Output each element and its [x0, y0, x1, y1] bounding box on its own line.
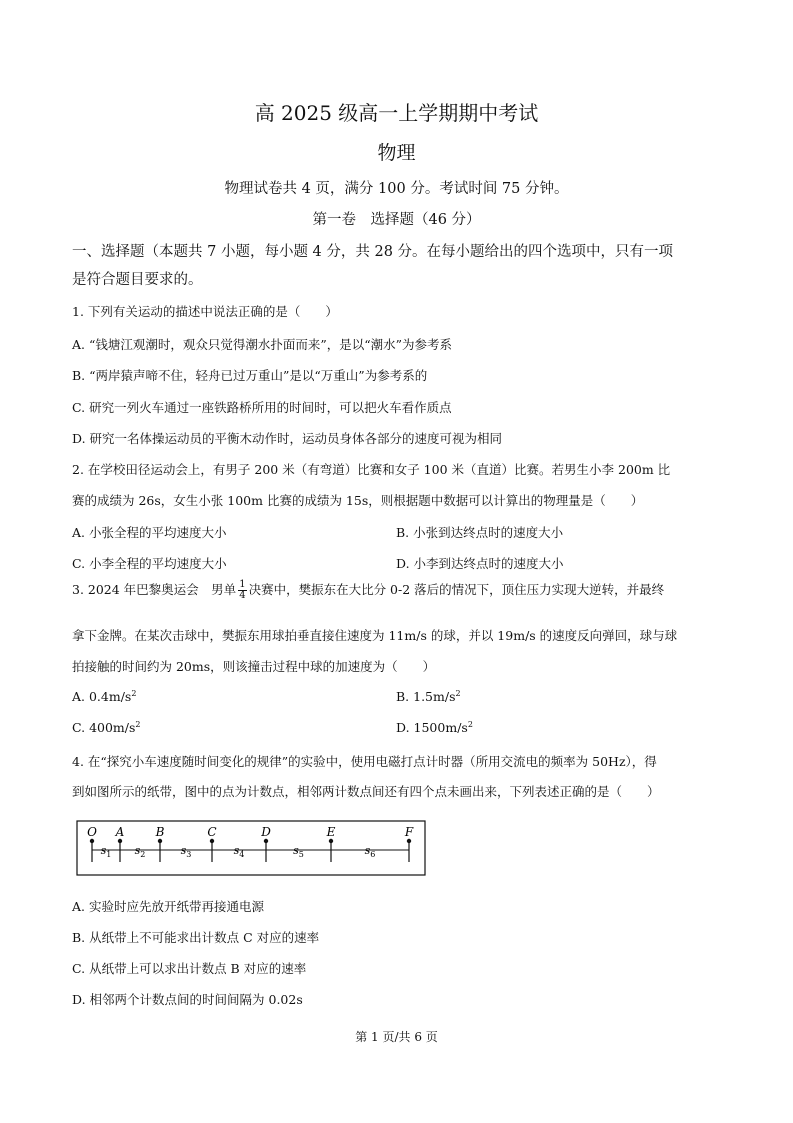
page-number: 第 1 页/共 6 页	[355, 1030, 438, 1044]
q3-fraction	[238, 580, 246, 601]
tape-segment-label-s6: $s_6$	[364, 844, 376, 859]
q3-option-a-exponent: 2	[131, 689, 137, 698]
q3-stem-line1-start: 3. 2024 年巴黎奥运会 男单	[72, 582, 237, 597]
subject-title: 物理	[377, 142, 416, 164]
q3-option-a	[72, 689, 136, 704]
q2-stem-line2: 赛的成绩为 26s，女生小张 100m 比赛的成绩为 15s，则根据题中数据可以计算出的物理量是（ ）	[72, 493, 644, 508]
q4-option-d: D. 相邻两个计数点间的时间间隔为 0.02s	[72, 992, 303, 1007]
q3-option-d-text: D. 1500m/s	[396, 720, 468, 736]
part1-instruction-line1: 一、选择题（本题共 7 小题，每小题 4 分，共 28 分。在每小题给出的四个选项中，只有一项	[72, 244, 674, 260]
q3-option-d	[396, 720, 473, 735]
q2-option-b: B. 小张到达终点时的速度大小	[396, 525, 564, 540]
part1-instruction-line2: 是符合题目要求的。	[72, 272, 203, 288]
q4-option-b: B. 从纸带上不可能求出计数点 C 对应的速率	[72, 930, 320, 945]
q3-option-a-text: A. 0.4m/s	[72, 689, 132, 705]
exam-info: 物理试卷共 4 页，满分 100 分。考试时间 75 分钟。	[224, 181, 569, 197]
tape-point-label-O: O	[87, 825, 97, 839]
tape-point-label-F: F	[404, 825, 414, 839]
q3-option-c-exponent: 2	[135, 720, 141, 729]
tape-segment-label-s2: $s_2$	[134, 844, 146, 859]
q1-option-d: D. 研究一名体操运动员的平衡木动作时，运动员身体各部分的速度可视为相同	[72, 431, 503, 446]
tape-point-C	[210, 839, 214, 843]
tape-point-E	[329, 839, 333, 843]
exam-title: 高 2025 级高一上学期期中考试	[254, 101, 539, 125]
q1-option-b: B. “两岸猿声啼不住，轻舟已过万重山”是以“万重山”为参考系的	[72, 368, 428, 383]
q4-option-a: A. 实验时应先放开纸带再接通电源	[72, 899, 264, 914]
q2-option-d: D. 小李到达终点时的速度大小	[396, 556, 564, 571]
section-title: 第一卷 选择题（46 分）	[312, 212, 481, 228]
tape-segment-label-s1: $s_1$	[100, 844, 112, 859]
q2-option-c: C. 小李全程的平均速度大小	[72, 556, 227, 571]
q4-stem-line1: 4. 在“探究小车速度随时间变化的规律”的实验中，使用电磁打点计时器（所用交流电的频率为 50Hz），得	[72, 754, 657, 769]
q4-option-c: C. 从纸带上可以求出计数点 B 对应的速率	[72, 961, 307, 976]
q3-stem-line1-end: 决赛中，樊振东在大比分 0-2 落后的情况下，顶住压力实现大逆转，并最终	[248, 582, 665, 597]
q1-option-c: C. 研究一列火车通过一座铁路桥所用的时间时，可以把火车看作质点	[72, 400, 452, 415]
q3-stem-line3: 拍接触的时间约为 20ms，则该撞击过程中球的加速度为（ ）	[72, 659, 436, 674]
q3-fraction-numerator: 1	[239, 579, 246, 590]
paper-tape-diagram	[76, 820, 426, 876]
q3-stem-line1	[72, 580, 664, 601]
paper-tape-frame	[77, 821, 425, 875]
tape-point-D	[264, 839, 268, 843]
q3-option-b	[396, 689, 461, 704]
q3-option-d-exponent: 2	[467, 720, 473, 729]
tape-point-label-B: B	[155, 825, 165, 839]
q4-stem-line2: 到如图所示的纸带，图中的点为计数点，相邻两计数点间还有四个点未画出来，下列表述正确的是（ ）	[72, 784, 660, 799]
tape-point-B	[158, 839, 162, 843]
q3-fraction-denominator: 4	[239, 590, 246, 601]
tape-point-label-D: D	[261, 825, 271, 839]
q3-option-b-exponent: 2	[455, 689, 461, 698]
q3-stem-line2: 拿下金牌。在某次击球中，樊振东用球拍垂直接住速度为 11m/s 的球，并以 19m/s 的速度反向弹回，球与球	[72, 628, 678, 643]
tape-point-F	[407, 839, 411, 843]
q2-stem-line1: 2. 在学校田径运动会上，有男子 200 米（有弯道）比赛和女子 100 米（直道）比赛。若男生小李 200m 比	[72, 462, 671, 477]
tape-point-O	[90, 839, 94, 843]
q3-option-c	[72, 720, 141, 735]
q2-option-a: A. 小张全程的平均速度大小	[72, 525, 227, 540]
q1-option-a: A. “钱塘江观潮时，观众只觉得潮水扑面而来”，是以“潮水”为参考系	[72, 337, 453, 352]
tape-point-label-A: A	[115, 825, 125, 839]
tape-point-A	[118, 839, 122, 843]
tape-point-label-C: C	[207, 825, 217, 839]
tape-segment-label-s3: $s_3$	[180, 844, 192, 859]
tape-segment-label-s4: $s_4$	[233, 844, 245, 859]
q3-option-b-text: B. 1.5m/s	[396, 689, 456, 705]
tape-point-label-E: E	[326, 825, 336, 839]
q1-stem: 1. 下列有关运动的描述中说法正确的是（ ）	[72, 304, 338, 319]
tape-segment-label-s5: $s_5$	[293, 844, 304, 859]
q3-option-c-text: C. 400m/s	[72, 720, 136, 736]
